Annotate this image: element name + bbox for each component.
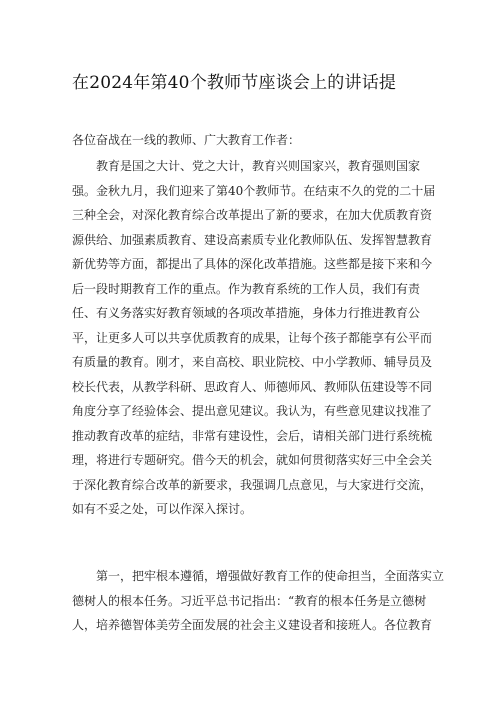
- paragraph-line: 如有不妥之处，可以作深入探讨。: [72, 502, 253, 516]
- paragraph-line: 平，让更多人可以共享优质教育的成果，让每个孩子都能享有公平而: [72, 330, 433, 345]
- paragraph-line: 推动教育改革的症结，非常有建设性，会后，请相关部门进行系统梳: [72, 428, 433, 443]
- paragraph-line: 理，将进行专题研究。借今天的机会，就如何贯彻落实好三中全会关: [72, 453, 433, 467]
- paragraph-line: 有质量的教育。刚才，来自高校、职业院校、中小学教师、辅导员及: [72, 355, 433, 369]
- paragraph-line: 角度分享了经验体会、提出意见建议。我认为，有些意见建议找准了: [72, 404, 433, 418]
- salutation: 各位奋战在一线的教师、广大教育工作者：: [72, 133, 301, 147]
- paragraph-line: 任、有义务落实好教育领域的各项改革措施，身体力行推进教育公: [72, 306, 421, 320]
- paragraph-line: 人，培养德智体美劳全面发展的社会主义建设者和接班人。各位教育: [72, 618, 433, 632]
- paragraph-line: 新优势等方面，都提出了具体的深化改革措施。这些都是接下来和今: [72, 257, 433, 271]
- paragraph-line: 三种全会，对深化教育综合改革提出了新的要求，在加大优质教育资: [72, 208, 433, 222]
- paragraph-line: 第一，把牢根本遵循，增强做好教育工作的使命担当，全面落实立: [96, 569, 445, 583]
- paragraph-line: 强。金秋九月，我们迎来了第40个教师节。在结束不久的党的二十届: [72, 183, 436, 198]
- paragraph-line: 源供给、加强素质教育、建设高素质专业化教师队伍、发挥智慧教育: [72, 232, 433, 247]
- paragraph-2: [72, 564, 445, 638]
- paragraph-line: 教育是国之大计、党之大计，教育兴则国家兴，教育强则国家: [96, 159, 421, 173]
- paragraph-line: 德树人的根本任务。习近平总书记指出：“教育的根本任务是立德树: [72, 593, 427, 608]
- paragraph-line: 后一段时期教育工作的重点。作为教育系统的工作人员，我们有责: [72, 281, 421, 296]
- paragraph-1: [72, 154, 436, 522]
- paragraph-line: 于深化教育综合改革的新要求，我强调几点意见，与大家进行交流，: [72, 477, 433, 492]
- paragraph-line: 校长代表，从教学科研、思政育人、师德师风、教师队伍建设等不同: [72, 379, 433, 394]
- document-title: 在2024年第40个教师节座谈会上的讲话提: [72, 73, 397, 93]
